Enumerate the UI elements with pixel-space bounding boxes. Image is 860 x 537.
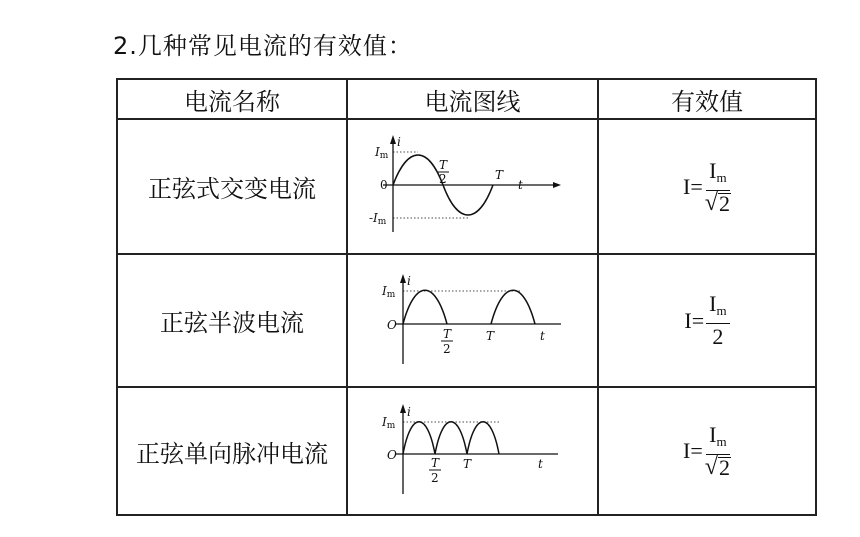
current-name: 正弦单向脉冲电流 xyxy=(117,387,347,515)
half-period-den: 2 xyxy=(442,341,451,356)
current-table xyxy=(116,78,817,516)
half-period-den: 2 xyxy=(430,471,439,485)
t-axis-label: t xyxy=(539,328,545,343)
neg-im-label: -Im xyxy=(368,210,386,227)
effective-value xyxy=(598,254,816,387)
effective-value xyxy=(598,387,816,515)
i-axis-label: i xyxy=(406,405,411,419)
header-name: 电流名称 xyxy=(117,79,347,119)
header-graph: 电流图线 xyxy=(347,79,598,119)
section-heading: 2.几种常见电流的有效值： xyxy=(113,32,413,60)
period-label: T xyxy=(494,167,503,182)
period-label: T xyxy=(485,328,494,343)
t-axis-arrow xyxy=(553,182,561,188)
origin-label: O xyxy=(386,448,397,462)
formula-half: I= $\frac{I_m}{2}$ xyxy=(684,293,729,349)
half-period-num: T xyxy=(438,157,447,172)
current-graph xyxy=(347,119,598,254)
pulse-curve xyxy=(403,422,499,454)
table-row xyxy=(117,254,816,387)
formula-sqrt2: I= $I_m$ √ 2 xyxy=(683,422,730,480)
effective-value xyxy=(598,119,816,254)
t-axis-label: t xyxy=(517,177,523,192)
i-axis-arrow xyxy=(400,404,406,413)
i-axis-arrow xyxy=(390,135,396,144)
im-label: Im xyxy=(381,415,395,431)
t-axis-label: t xyxy=(537,457,543,471)
half-wave-arc-1 xyxy=(403,290,447,324)
im-label: Im xyxy=(374,144,388,161)
half-wave-arc-2 xyxy=(491,290,535,324)
half-period-num: T xyxy=(442,326,451,341)
current-graph xyxy=(347,254,598,387)
table-row xyxy=(117,387,816,515)
current-name: 正弦半波电流 xyxy=(117,254,347,387)
current-name: 正弦式交变电流 xyxy=(117,119,347,254)
i-axis-label: i xyxy=(396,134,401,149)
header-value: 有效值 xyxy=(598,79,816,119)
table-row xyxy=(117,119,816,254)
period-label: T xyxy=(462,457,471,471)
half-period-num: T xyxy=(430,456,439,470)
origin-label: 0 xyxy=(379,177,388,192)
pulse-graph xyxy=(373,399,573,499)
sine-ac-graph xyxy=(368,130,573,240)
half-period-den: 2 xyxy=(438,171,447,186)
formula-sqrt2: I= $I_m$ √ 2 xyxy=(683,157,730,216)
i-axis-arrow xyxy=(400,274,406,283)
header-row xyxy=(117,79,816,119)
im-label: Im xyxy=(381,283,395,300)
i-axis-label: i xyxy=(406,273,411,288)
half-wave-graph xyxy=(373,269,573,369)
current-graph xyxy=(347,387,598,515)
origin-label: O xyxy=(386,317,397,332)
